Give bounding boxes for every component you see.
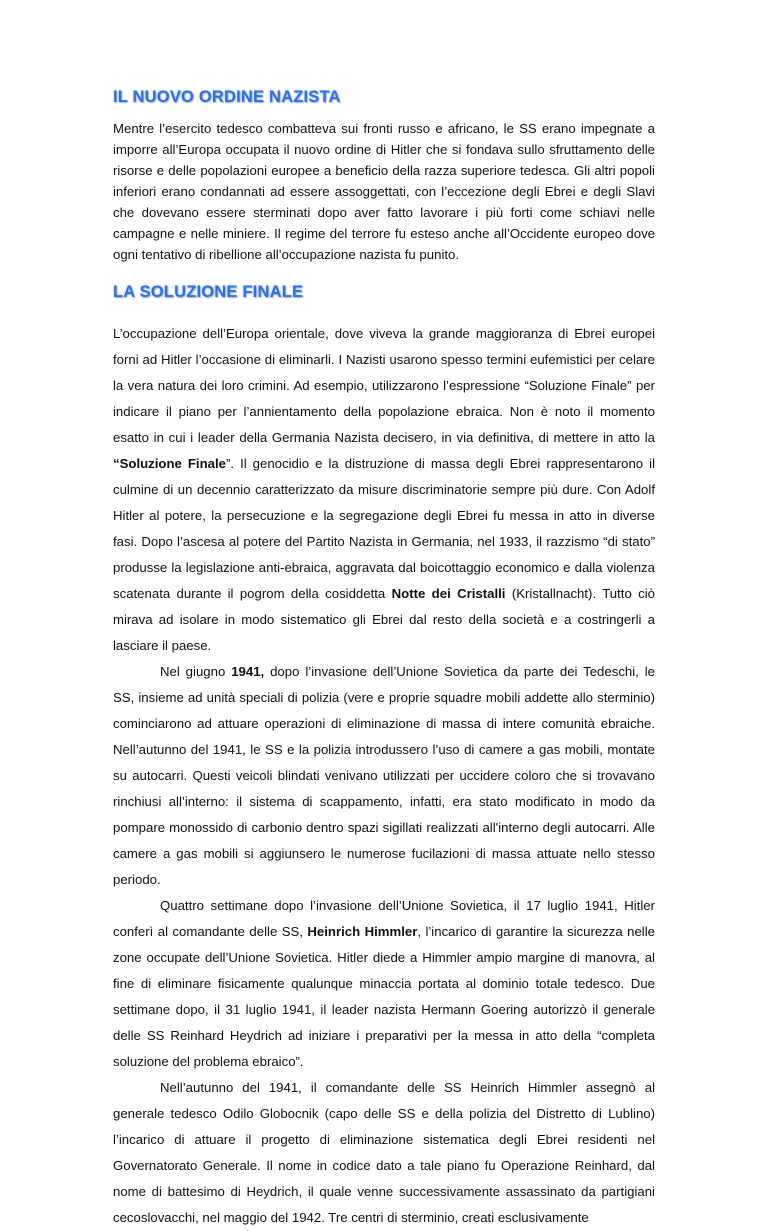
- text-run: ”. Il genocidio e la distruzione di massa degli Ebrei rappresentarono il culmine di un decennio caratterizzato da misure discriminatorie sempre più dure. Con Adolf Hitler al potere, la persecuzione e la segregazione degli Ebrei fu messa in atto in diverse fasi. Dopo l’ascesa al potere del Partito Nazista in Germania, nel 1933, il razzismo “di stato” produsse la legislazione anti-ebraica, aggravata dal boicottaggio economico e dalla violenza scatenata durante il pogrom della cosiddetta: [113, 456, 656, 601]
- paragraph-nuovo-ordine: Mentre l’esercito tedesco combatteva sui fronti russo e africano, le SS erano impegnate a imporre all’Europa occupata il nuovo ordine di Hitler che si fondava sullo sfruttamento delle risorse e delle popolazioni europee a beneficio della razza superiore tedesca. Gli altri popoli inferiori erano condannati ad essere assoggettati, con l’eccezione degli Ebrei e degli Slavi che dovevano essere sterminati dopo aver fatto lavorare i più forti come schiavi nelle campagne e nelle miniere. Il regime del terrore fu esteso anche all’Occidente europeo dove ogni tentativo di ribellione all’occupazione nazista fu punito.: [113, 121, 655, 262]
- bold-term-1941: 1941,: [231, 664, 265, 679]
- paragraph-occupazione: [113, 321, 655, 659]
- text-run: L’occupazione dell’Europa orientale, dove viveva la grande maggioranza di Ebrei europei forni ad Hitler l’occasione di eliminarli. I Nazisti usarono spesso termini eufemistici per celare la vera natura dei loro crimini. Ad esempio, utilizzarono l’espressione “Soluzione Finale” per indicare il piano per l’annientamento della popolazione ebraica. Non è noto il momento esatto in cui i leader della Germania Nazista decisero, in via definitiva, di mettere in atto la: [113, 326, 655, 445]
- bold-term-soluzione-finale: “Soluzione Finale: [113, 456, 226, 471]
- text-run: (Kristallnacht). Tutto ciò mirava ad isolare in modo sistematico gli Ebrei dal resto della società e a costringerli a lasciare il paese.: [113, 586, 656, 653]
- paragraph-quattro-settimane: [113, 893, 655, 1075]
- section-heading-nuovo-ordine: IL NUOVO ORDINE NAZISTA: [113, 88, 341, 106]
- text-run: dopo l’invasione dell’Unione Sovietica da parte dei Tedeschi, le SS, insieme ad unità speciali di polizia (vere e proprie squadre mobili addette allo sterminio) cominciarono ad attuare operazioni di eliminazione di massa di intere comunità ebraiche. Nell’autunno del 1941, le SS e la polizia introdussero l’uso di camere a gas mobili, montate su autocarri. Questi veicoli blindati venivano utilizzati per uccidere coloro che si trovavano rinchiusi all’interno: il sistema di scappamento, infatti, era stato modificato in modo da pompare monossido di carbonio dentro spazi sigillati realizzati all'interno degli autocarri. Alle camere a gas mobili si aggiunsero le numerose fucilazioni di massa attuate nello stesso periodo.: [113, 664, 655, 887]
- paragraph-giugno-1941: [113, 659, 655, 893]
- text-run: Nel giugno: [160, 664, 232, 679]
- section-heading-soluzione-finale: LA SOLUZIONE FINALE: [113, 283, 304, 301]
- text-run: Quattro settimane dopo l’invasione dell’Unione Sovietica, il 17 luglio 1941, Hitler conferì al comandante delle SS,: [113, 898, 655, 939]
- bold-term-notte-dei-cristalli: Notte dei Cristalli: [391, 586, 506, 601]
- paragraph-autunno-1941: Nell’autunno del 1941, il comandante delle SS Heinrich Himmler assegnò al generale tedesco Odilo Globocnik (capo delle SS e della polizia del Distretto di Lublino) l’incarico di attuare il progetto di eliminazione sistematica degli Ebrei residenti nel Governatorato Generale. Il nome in codice dato a tale piano fu Operazione Reinhard, dal nome di battesimo di Heydrich, il quale venne successivamente assassinato da partigiani cecoslovacchi, nel maggio del 1942. Tre centri di sterminio, creati esclusivamente: [113, 1080, 655, 1225]
- bold-term-heinrich-himmler: Heinrich Himmler: [307, 924, 418, 939]
- text-run: , l’incarico di garantire la sicurezza nelle zone occupate dell’Unione Sovietica. Hitler diede a Himmler ampio margine di manovra, al fine di eliminare fisicamente qualunque minaccia portata al dominio totale tedesco. Due settimane dopo, il 31 luglio 1941, il leader nazista Hermann Goering autorizzò il generale delle SS Reinhard Heydrich ad iniziare i preparativi per la messa in atto della “completa soluzione del problema ebraico”.: [113, 924, 655, 1069]
- section-body-soluzione-finale: [113, 321, 655, 1231]
